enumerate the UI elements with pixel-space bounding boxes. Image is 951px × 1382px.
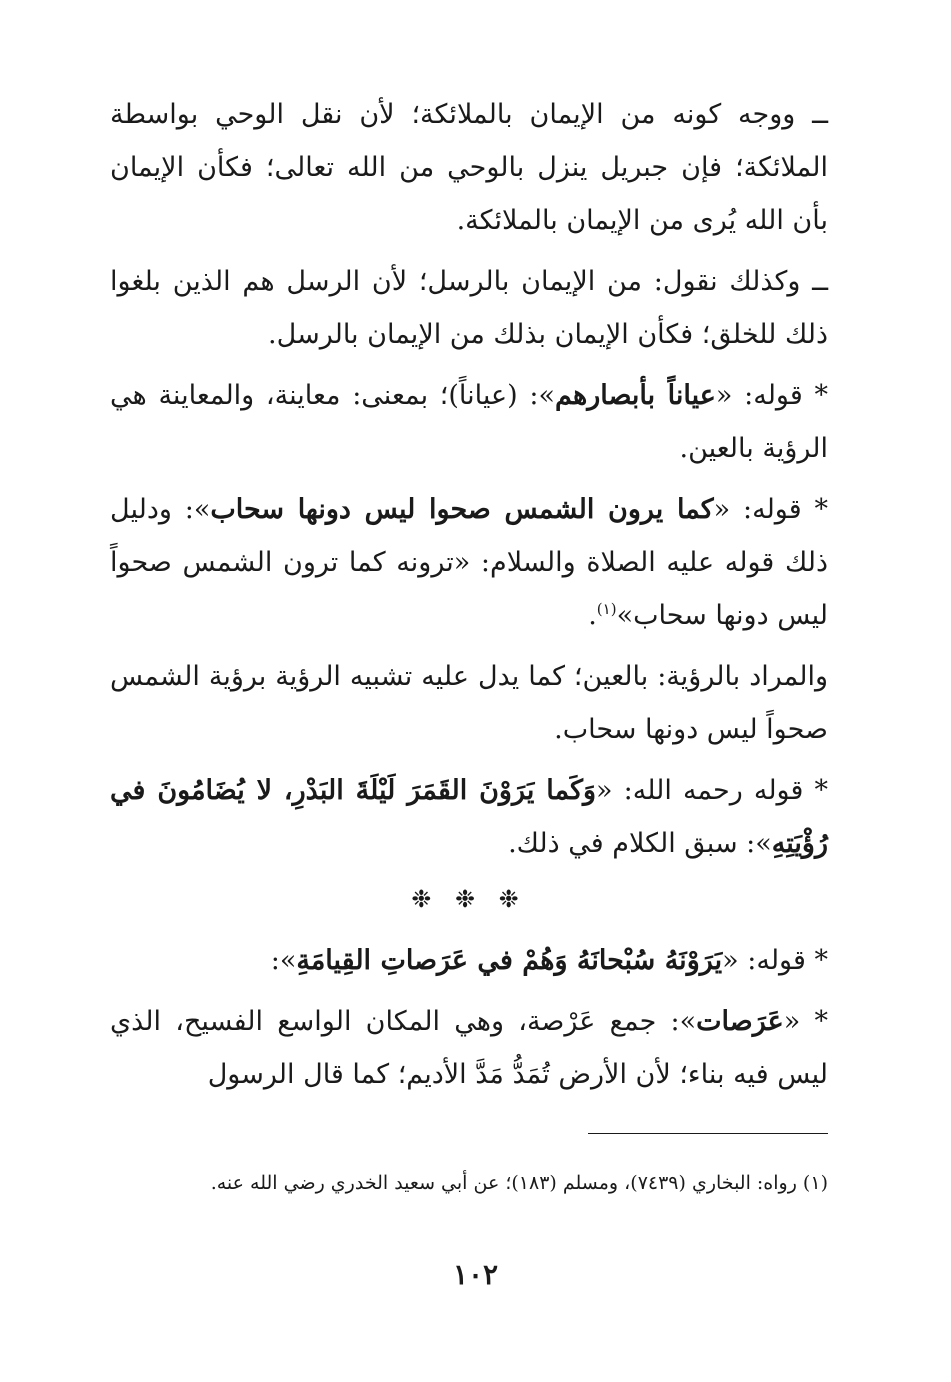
quote-rest: »: bbox=[270, 945, 297, 976]
quote-lead: * قوله: « bbox=[713, 494, 828, 525]
quote-lead: * قوله رحمه الله: « bbox=[596, 775, 828, 806]
quote-rest: »: جمع عَرْصة، وهي المكان الواسع الفسيح، الذي ليس فيه بناء؛ لأن الأرض تُمَدُّ مَدَّ الأديم؛ كما قال الرسول bbox=[110, 1006, 828, 1090]
quote-rest: »: (عياناً)؛ بمعنى: معاينة، والمعاينة هي الرؤية بالعين. bbox=[110, 380, 828, 464]
quote-lead: * « bbox=[783, 1006, 828, 1037]
paragraph-messengers: ــ وكذلك نقول: من الإيمان بالرسل؛ لأن الرسل هم الذين بلغوا ذلك للخلق؛ فكأن الإيمان بذلك من الإيمان بالرسل. bbox=[110, 266, 828, 350]
quote-bold: وَكَما يَرَوْنَ القَمَرَ لَيْلَةَ البَدْرِ، لا يُضَامُونَ في رُؤْيَتِهِ bbox=[110, 775, 828, 859]
page-number: ١٠٢ bbox=[452, 1258, 499, 1291]
section-divider: ❉ ❉ ❉ bbox=[411, 885, 527, 913]
footnote-marker: (١) bbox=[596, 600, 617, 618]
paragraph-meaning: والمراد بالرؤية: بالعين؛ كما يدل عليه تشبيه الرؤية برؤية الشمس صحواً ليس دونها سحاب. bbox=[110, 661, 828, 745]
quote-end: . bbox=[588, 600, 597, 631]
paragraph-arasat bbox=[110, 995, 828, 1101]
footnote-separator bbox=[588, 1133, 828, 1134]
quote-rest: »: ودليل ذلك قوله عليه الصلاة والسلام: «ترونه كما ترون الشمس صحواً ليس دونها سحاب» bbox=[110, 494, 828, 631]
paragraph-moon bbox=[110, 764, 828, 870]
paragraph-angels: ــ ووجه كونه من الإيمان بالملائكة؛ لأن نقل الوحي بواسطة الملائكة؛ فإن جبريل ينزل بالوحي من الله تعالى؛ فكأن الإيمان بأن الله يُرى من الإيمان بالملائكة. bbox=[110, 99, 828, 236]
quote-lead: * قوله: « bbox=[722, 945, 828, 976]
quote-bold: كما يرون الشمس صحوا ليس دونها سحاب bbox=[210, 494, 714, 525]
paragraph-iyanan bbox=[110, 369, 828, 475]
quote-bold: عَرَصات bbox=[696, 1006, 784, 1037]
quote-rest: »: سبق الكلام في ذلك. bbox=[508, 828, 772, 859]
paragraph-resurrection bbox=[110, 934, 828, 987]
quote-bold: عياناً بأبصارهم bbox=[555, 380, 716, 411]
quote-lead: * قوله: « bbox=[715, 380, 828, 411]
quote-bold: يَرَوْنَهُ سُبْحانَهُ وَهُمْ في عَرَصاتِ القِيامَةِ bbox=[296, 945, 723, 976]
footnote: (١) رواه: البخاري (٧٤٣٩)، ومسلم (١٨٣)؛ عن أبي سعيد الخدري رضي الله عنه. bbox=[210, 1172, 828, 1194]
page-body bbox=[110, 88, 828, 1101]
paragraph-sun bbox=[110, 483, 828, 642]
